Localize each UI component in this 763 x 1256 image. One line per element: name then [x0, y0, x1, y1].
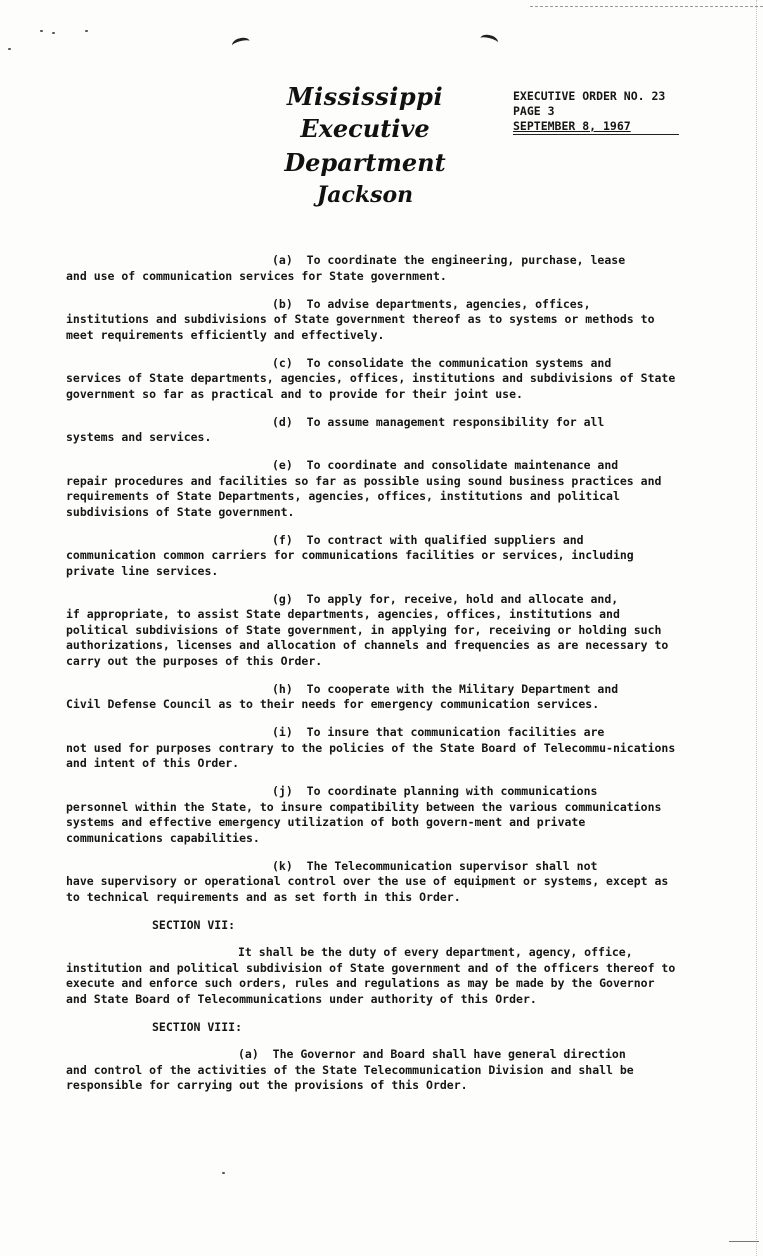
scan-speck	[85, 30, 88, 32]
item-label: (c)	[272, 355, 293, 370]
section-viii-paragraph	[66, 1047, 678, 1094]
page-edge-right	[756, 0, 757, 1256]
item-text: repair procedures and facilities so far as possible using sound business practices and requirements of State Departments, agencies, offices, institutions and political subdivisions of State government.	[66, 473, 662, 519]
letterhead-city: Jackson	[316, 182, 414, 208]
page-number: PAGE 3	[513, 104, 555, 118]
item-lead-text: To insure that communication facilities are	[306, 725, 605, 739]
item-text: personnel within the State, to insure compatibility between the various communications systems and effective emergency utilization of both govern-ment and private communications capabilities.	[66, 799, 662, 845]
item-label: (d)	[272, 414, 293, 429]
letterhead-department: Executive Department	[284, 114, 446, 177]
order-info	[513, 89, 665, 134]
item-lead	[66, 458, 678, 474]
item-lead	[66, 725, 678, 741]
item-lead-text: To coordinate and consolidate maintenance and	[306, 458, 619, 472]
item-text: institutions and subdivisions of State government thereof as to systems or methods to meet requirements efficiently and effectively.	[66, 312, 655, 342]
item-text: communication common carriers for communications facilities or services, including private line services.	[66, 548, 634, 578]
section-vii-paragraph	[66, 945, 678, 1007]
list-item	[66, 784, 678, 846]
section-viii-heading: SECTION VIII:	[152, 1019, 243, 1034]
item-label: (j)	[272, 784, 293, 798]
item-lead	[66, 297, 678, 313]
item-text: and use of communication services for State government.	[66, 268, 447, 283]
section-viii-lead	[66, 1047, 678, 1063]
scan-speck	[52, 32, 55, 34]
item-label: (h)	[272, 681, 293, 696]
item-lead-text: To consolidate the communication systems and	[306, 355, 612, 370]
scan-speck	[40, 30, 43, 32]
item-text: have supervisory or operational control over the use of equipment or systems, except as to technical requirements and as set forth in this Order.	[66, 874, 669, 904]
document-body	[66, 253, 678, 1106]
letterhead-state: Mississippi	[286, 82, 444, 111]
item-lead	[66, 784, 678, 800]
item-lead	[66, 415, 678, 431]
scan-speck	[8, 48, 11, 50]
scan-speck	[222, 1172, 225, 1174]
item-label: (a)	[238, 1047, 259, 1061]
list-item	[66, 356, 678, 403]
item-lead	[66, 682, 678, 698]
binder-hole-mark	[479, 33, 499, 48]
item-text: not used for purposes contrary to the policies of the State Board of Telecommu-nications and intent of this Order.	[66, 740, 676, 770]
item-lead-text: The Governor and Board shall have general direction	[272, 1047, 626, 1061]
item-label: (a)	[272, 253, 293, 267]
order-date: SEPTEMBER 8, 1967	[513, 119, 631, 133]
item-label: (b)	[272, 296, 293, 311]
item-label: (f)	[272, 532, 293, 547]
section-vii-lead: It shall be the duty of every department, agency, office,	[238, 945, 633, 959]
item-lead-text: To assume management responsibility for all	[306, 414, 605, 429]
item-lead	[66, 533, 678, 549]
item-lead-text: The Telecommunication supervisor shall not	[306, 858, 598, 873]
section-vii-heading: SECTION VII:	[152, 917, 236, 932]
order-number: EXECUTIVE ORDER NO. 23	[513, 89, 666, 103]
item-lead	[66, 253, 678, 269]
order-underline	[513, 134, 679, 135]
item-lead	[66, 356, 678, 372]
item-lead	[66, 859, 678, 875]
item-lead-text: To cooperate with the Military Department and	[306, 681, 619, 696]
item-lead-text: To coordinate the engineering, purchase, lease	[306, 253, 626, 267]
item-lead-text: To contract with qualified suppliers and	[306, 532, 584, 547]
item-label: (g)	[272, 591, 293, 606]
list-item	[66, 533, 678, 580]
section-vii-text: institution and political subdivision of State government and of the officers thereof to execute and enforce such orders, rules and regulations as may be made by the Governor and State Board of Telecommunications under authority of this Order.	[66, 960, 676, 1006]
item-text: systems and services.	[66, 430, 212, 444]
letterhead	[240, 82, 490, 210]
item-label: (i)	[272, 725, 293, 739]
item-text: services of State departments, agencies, offices, institutions and subdivisions of State government so far as practical and to provide for their joint use.	[66, 371, 676, 401]
item-lead-text: To apply for, receive, hold and allocate and,	[306, 591, 619, 606]
binder-hole-mark	[231, 36, 251, 51]
item-lead-text: To advise departments, agencies, offices,	[306, 296, 591, 311]
page-edge-bottom	[729, 1241, 759, 1242]
item-list	[66, 253, 678, 905]
page-edge-top	[530, 6, 763, 7]
item-text: Civil Defense Council as to their needs for emergency communication services.	[66, 697, 600, 711]
list-item	[66, 415, 678, 446]
item-label: (e)	[272, 458, 293, 472]
list-item	[66, 725, 678, 772]
item-text: if appropriate, to assist State departments, agencies, offices, institutions and political subdivisions of State government, in applying for, receiving or holding such authorizations, licenses and allocation of channels and frequencies as are necessary to carry out the purposes of this Order.	[66, 607, 669, 668]
item-lead	[66, 592, 678, 608]
list-item	[66, 458, 678, 520]
list-item	[66, 859, 678, 906]
list-item	[66, 592, 678, 670]
item-lead-text: To coordinate planning with communications	[306, 784, 598, 798]
list-item	[66, 682, 678, 713]
item-label: (k)	[272, 858, 293, 873]
list-item	[66, 297, 678, 344]
list-item	[66, 253, 678, 284]
section-viii-text: and control of the activities of the State Telecommunication Division and shall be responsible for carrying out the provisions of this Order.	[66, 1062, 634, 1092]
